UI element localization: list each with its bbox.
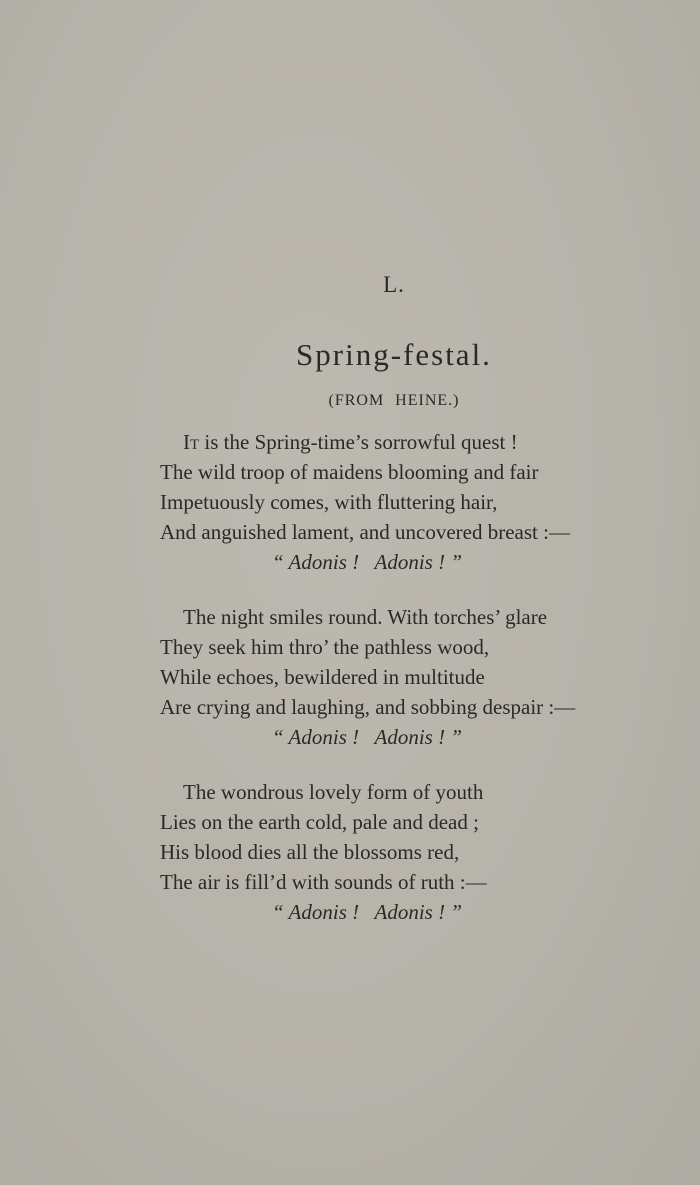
stanza-line: Lies on the earth cold, pale and dead ; [160, 810, 479, 834]
stanza-line: The wondrous lovely form of youth [183, 780, 484, 804]
stanza-line: The night smiles round. With torches’ glare [183, 605, 548, 629]
stanza-3 [160, 777, 680, 927]
stanza-line [160, 427, 680, 457]
refrain: “ Adonis ! Adonis ! ” [272, 725, 463, 749]
stanza-line: While echoes, bewildered in multitude [160, 665, 485, 689]
stanza-line: And anguished lament, and uncovered breast :— [160, 520, 570, 544]
stanza-line: They seek him thro’ the pathless wood, [160, 635, 490, 659]
stanza-line: Are crying and laughing, and sobbing despair :— [160, 695, 576, 719]
refrain: “ Adonis ! Adonis ! ” [272, 550, 463, 574]
stanza-line: Impetuously comes, with fluttering hair, [160, 490, 498, 514]
poem-title: Spring-festal. [296, 337, 492, 372]
stanza-1 [160, 427, 680, 577]
stanza-line: The air is fill’d with sounds of ruth :— [160, 870, 487, 894]
poem-number: L. [383, 272, 405, 297]
stanza-line: His blood dies all the blossoms red, [160, 840, 460, 864]
stanza-2 [160, 602, 680, 752]
refrain: “ Adonis ! Adonis ! ” [272, 900, 463, 924]
stanza-line: The wild troop of maidens blooming and fair [160, 460, 539, 484]
first-word: It [183, 430, 200, 454]
poem-source: (FROM HEINE.) [328, 392, 460, 409]
first-line-rest: is the Spring-time’s sorrowful quest ! [199, 430, 518, 454]
